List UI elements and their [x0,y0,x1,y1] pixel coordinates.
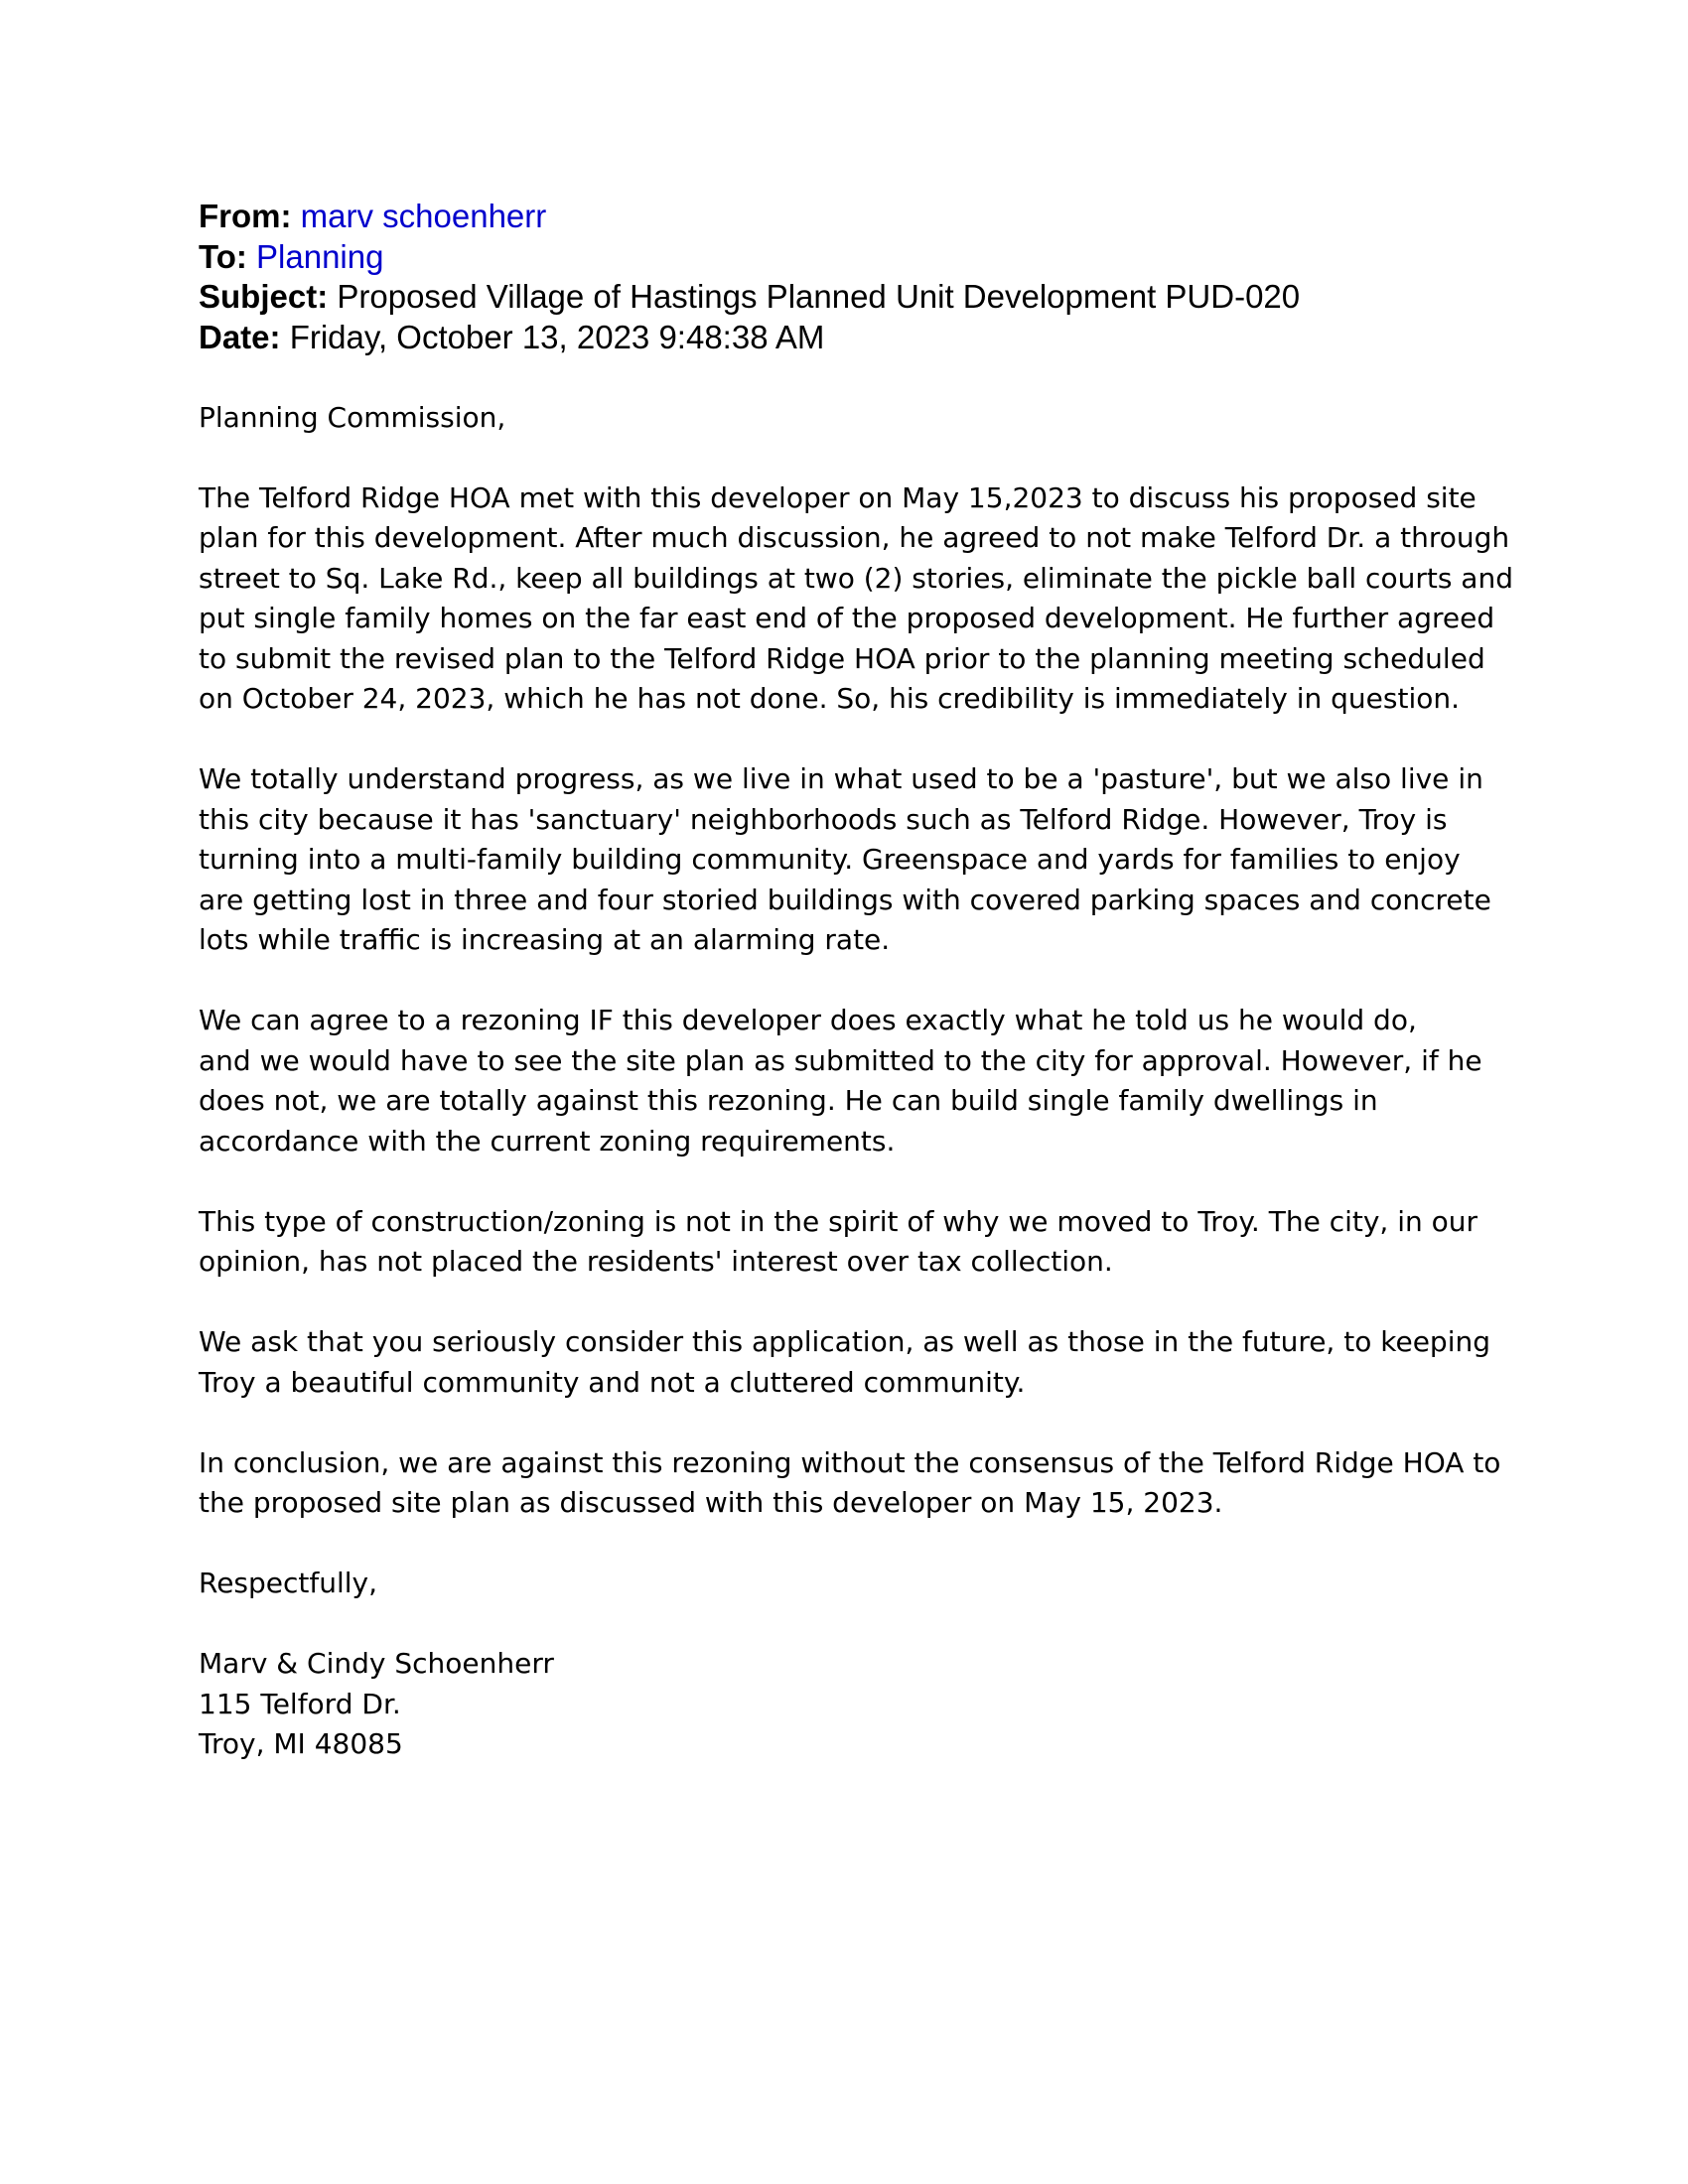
paragraph-6 [199,1443,1501,1524]
paragraph-line: street to Sq. Lake Rd., keep all buildings at two (2) stories, eliminate the pickle ball courts and [199,561,1513,595]
date-label: Date: [199,318,281,355]
paragraph-line: We ask that you seriously consider this application, as well as those in the future, to keeping [199,1325,1490,1358]
date-line [199,318,1489,358]
from-line [199,197,1489,237]
signature-street: 115 Telford Dr. [199,1687,401,1720]
paragraph-5 [199,1322,1489,1403]
paragraph-line: and we would have to see the site plan as submitted to the city for approval. However, if he [199,1043,1482,1077]
paragraph-line: plan for this development. After much discussion, he agreed to not make Telford Dr. a through [199,521,1510,554]
date-value: Friday, October 13, 2023 9:48:38 AM [289,318,825,355]
paragraph-line: This type of construction/zoning is not in the spirit of why we moved to Troy. The city, in our [199,1204,1478,1238]
paragraph-line: are getting lost in three and four storied buildings with covered parking spaces and concrete [199,883,1491,916]
paragraph-line: lots while traffic is increasing at an alarming rate. [199,923,891,956]
paragraph-line: In conclusion, we are against this rezoning without the consensus of the Telford Ridge HOA to [199,1445,1501,1479]
closing: Respectfully, [199,1567,378,1599]
email-document [199,197,1513,1805]
paragraph-line: this city because it has 'sanctuary' neighborhoods such as Telford Ridge. However, Troy is [199,802,1448,836]
to-label: To: [199,237,247,275]
signature-city: Troy, MI 48085 [199,1727,403,1760]
from-sender-link[interactable]: marv schoenherr [300,198,547,234]
salutation: Planning Commission, [199,400,506,434]
from-label: From: [199,198,292,234]
to-line [199,237,1489,278]
signature-names: Marv & Cindy Schoenherr [199,1647,554,1680]
paragraph-line: We can agree to a rezoning IF this developer does exactly what he told us he would do, [199,1004,1417,1036]
paragraph-line: on October 24, 2023, which he has not done. So, his credibility is immediately in question. [199,682,1461,715]
paragraph-line: Troy a beautiful community and not a cluttered community. [199,1365,1026,1399]
paragraph-1 [199,478,1513,720]
paragraph-line: We totally understand progress, as we live in what used to be a 'pasture', but we also live in [199,762,1483,795]
subject-line [199,277,1489,318]
paragraph-line: turning into a multi-family building community. Greenspace and yards for families to enjoy [199,843,1461,876]
paragraph-line: opinion, has not placed the residents' interest over tax collection. [199,1245,1113,1278]
paragraph-3 [199,1001,1489,1161]
paragraph-line: The Telford Ridge HOA met with this developer on May 15,2023 to discuss his proposed site [199,480,1477,514]
email-body [199,398,1513,1765]
to-recipient-link[interactable]: Planning [256,237,384,275]
paragraph-line: put single family homes on the far east end of the proposed development. He further agreed [199,602,1495,634]
email-header [199,197,1489,357]
paragraph-line: to submit the revised plan to the Telford Ridge HOA prior to the planning meeting scheduled [199,641,1485,675]
subject-value: Proposed Village of Hastings Planned Unit Development PUD-020 [337,278,1301,315]
paragraph-2 [199,759,1489,961]
subject-label: Subject: [199,278,329,315]
paragraph-line: the proposed site plan as discussed with this developer on May 15, 2023. [199,1486,1223,1519]
paragraph-4 [199,1202,1489,1283]
signature-block [199,1644,1489,1765]
paragraph-line: does not, we are totally against this rezoning. He can build single family dwellings in [199,1084,1378,1117]
paragraph-line: accordance with the current zoning requirements. [199,1124,896,1158]
